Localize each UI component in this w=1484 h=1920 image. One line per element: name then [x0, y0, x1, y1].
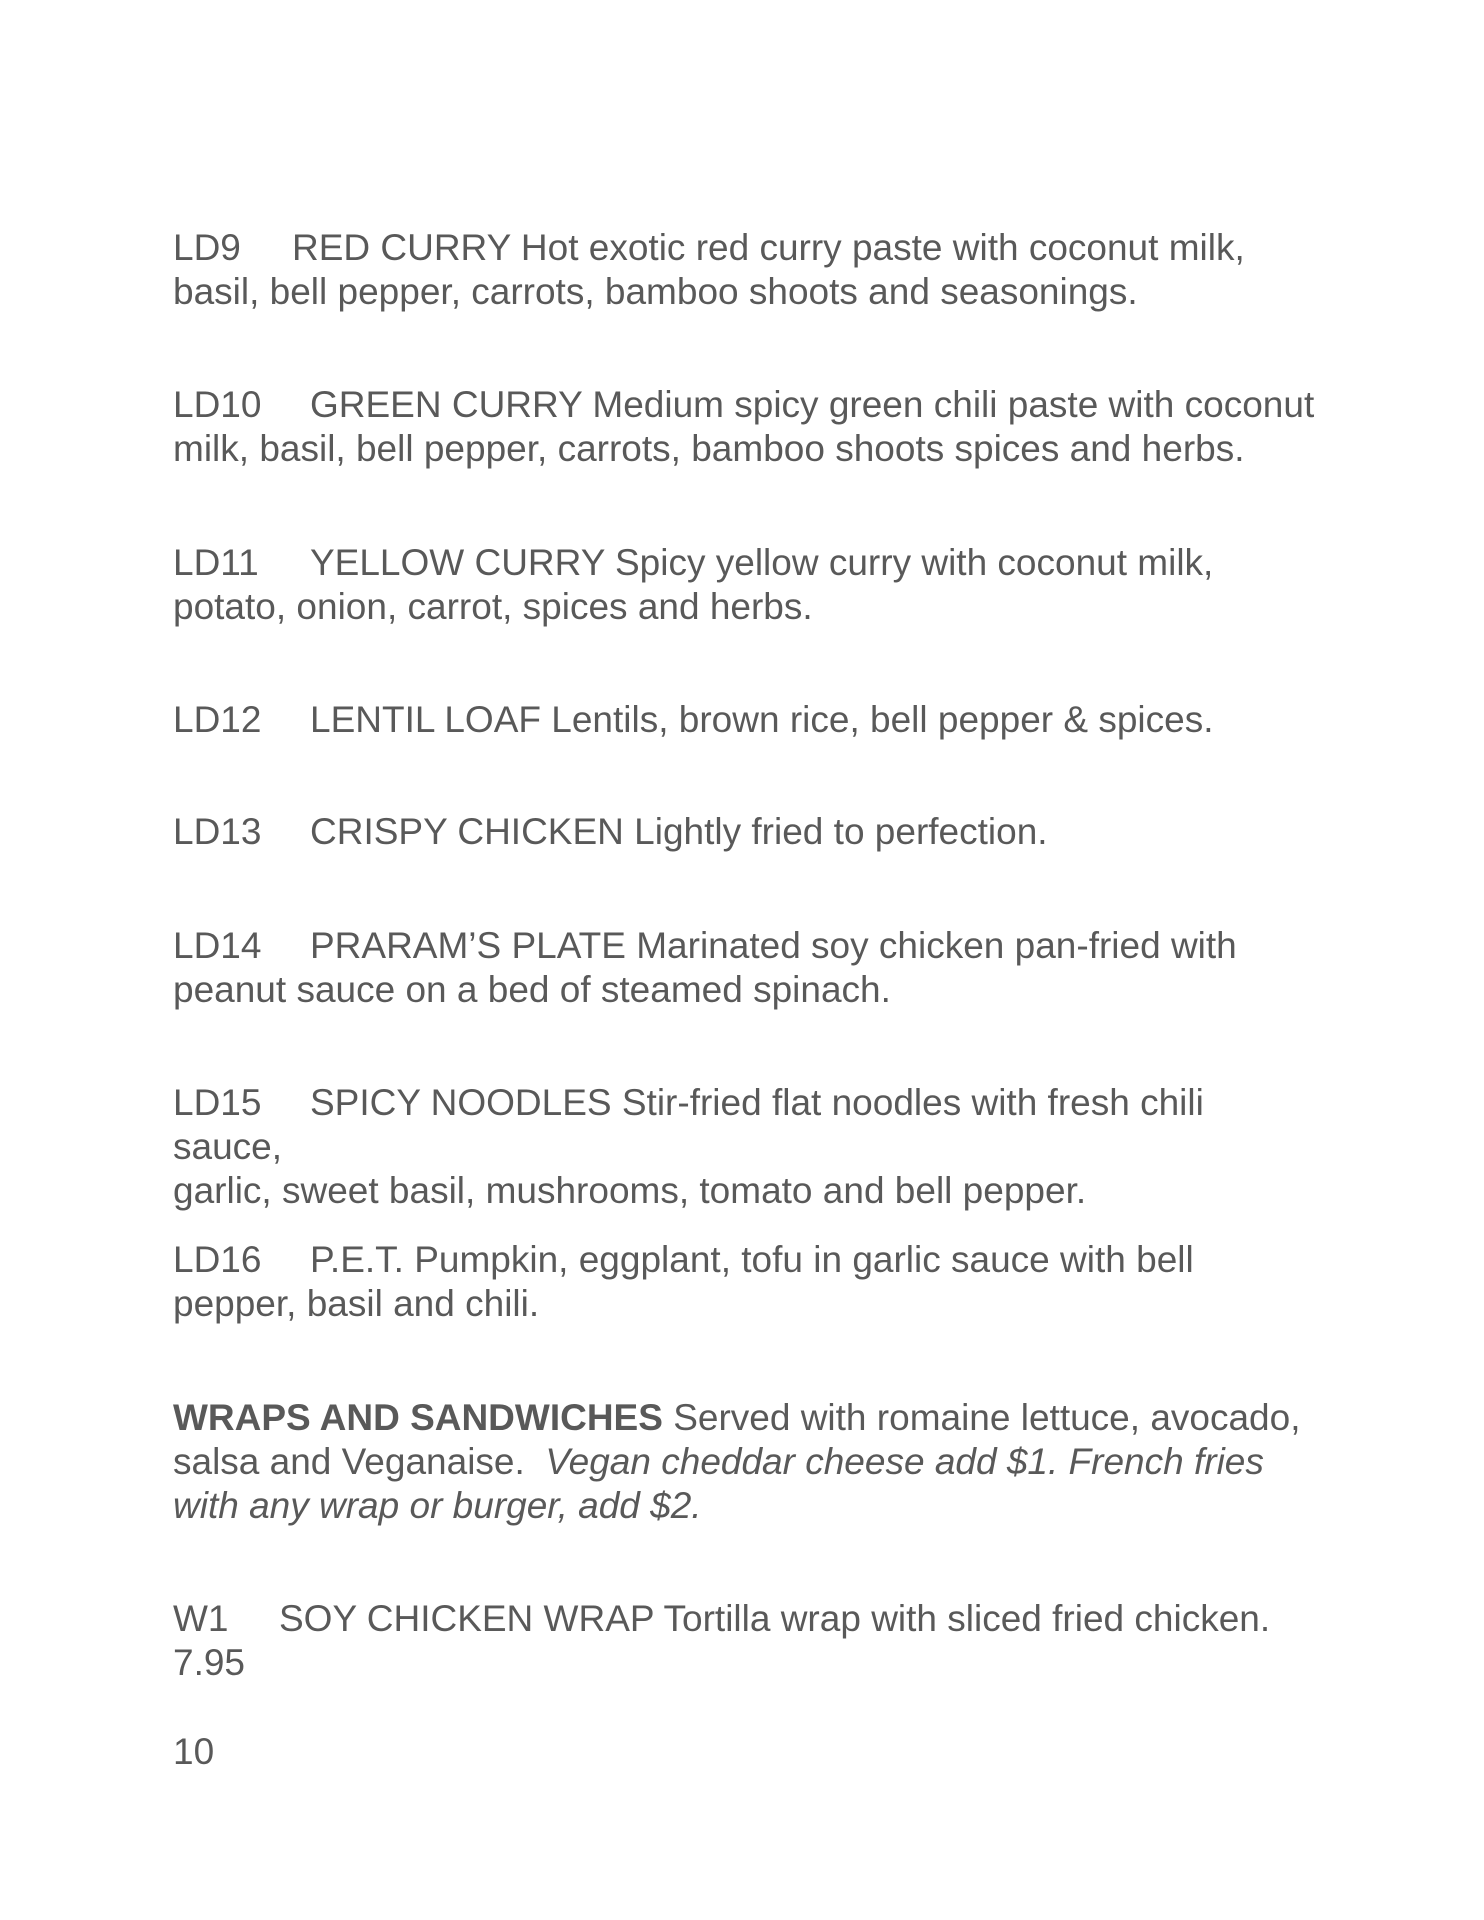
item-name: CRISPY CHICKEN	[310, 811, 624, 852]
menu-item-ld14	[173, 924, 1323, 1012]
item-description: basil, bell pepper, carrots, bamboo shoots and seasonings.	[173, 271, 1138, 312]
menu-item-line	[173, 924, 1323, 968]
menu-item-line	[173, 968, 1323, 1012]
section-title: WRAPS AND SANDWICHES	[173, 1397, 663, 1438]
section-note: with any wrap or burger, add $2.	[173, 1485, 702, 1526]
item-name: LENTIL LOAF	[310, 699, 541, 740]
item-name: YELLOW CURRY	[310, 542, 605, 583]
section-line	[173, 1396, 1323, 1440]
item-name: RED CURRY	[292, 227, 511, 268]
item-description: Stir-fried flat noodles with fresh chili sauce,	[173, 1082, 1204, 1167]
menu-item-line	[173, 427, 1323, 471]
item-description: pepper, basil and chili.	[173, 1283, 540, 1324]
section-line	[173, 1440, 1323, 1484]
menu-item-ld16	[173, 1238, 1323, 1326]
menu-item-ld13	[173, 810, 1323, 854]
item-code: LD13	[173, 811, 262, 852]
page-number: 10	[173, 1731, 215, 1772]
section-note: Vegan cheddar cheese add $1. French fries	[545, 1441, 1264, 1482]
item-name: P.E.T.	[310, 1239, 404, 1280]
menu-item-w1	[173, 1597, 1323, 1685]
menu-item-line	[173, 585, 1323, 629]
item-description: Spicy yellow curry with coconut milk,	[615, 542, 1214, 583]
menu-item-ld12	[173, 698, 1323, 742]
section-description: Served with romaine lettuce, avocado,	[673, 1397, 1301, 1438]
menu-item-line	[173, 1081, 1323, 1169]
item-code: LD16	[173, 1239, 262, 1280]
menu-item-line	[173, 1169, 1323, 1213]
menu-item-line	[173, 698, 1323, 742]
menu-item-line	[173, 383, 1323, 427]
menu-item-ld10	[173, 383, 1323, 471]
item-code: LD11	[173, 542, 259, 583]
item-code: LD14	[173, 925, 262, 966]
section-line	[173, 1484, 1323, 1528]
item-name: PRARAM’S PLATE	[310, 925, 626, 966]
item-description: Medium spicy green chili paste with coconut	[592, 384, 1315, 425]
item-description: Lentils, brown rice, bell pepper & spices.	[551, 699, 1214, 740]
menu-item-line	[173, 1238, 1323, 1282]
item-description: Marinated soy chicken pan-fried with	[636, 925, 1237, 966]
item-description: milk, basil, bell pepper, carrots, bamboo shoots spices and herbs.	[173, 428, 1245, 469]
menu-item-line	[173, 810, 1323, 854]
item-code: LD15	[173, 1082, 262, 1123]
menu-item-line	[173, 226, 1323, 270]
menu-item-line	[173, 1641, 1323, 1685]
menu-item-ld15	[173, 1081, 1323, 1213]
item-code: LD12	[173, 699, 262, 740]
section-description: salsa and Veganaise.	[173, 1441, 525, 1482]
item-description: Tortilla wrap with sliced fried chicken.	[663, 1598, 1271, 1639]
item-price: 7.95	[173, 1642, 246, 1683]
item-description: peanut sauce on a bed of steamed spinach.	[173, 969, 891, 1010]
menu-item-line	[173, 1282, 1323, 1326]
item-code: LD10	[173, 384, 262, 425]
item-description: Pumpkin, eggplant, tofu in garlic sauce with bell	[414, 1239, 1194, 1280]
item-description: Hot exotic red curry paste with coconut milk,	[520, 227, 1245, 268]
item-name: SOY CHICKEN WRAP	[279, 1598, 654, 1639]
item-name: GREEN CURRY	[310, 384, 583, 425]
item-description: Lightly fried to perfection.	[634, 811, 1048, 852]
item-description: garlic, sweet basil, mushrooms, tomato and bell pepper.	[173, 1170, 1087, 1211]
item-description: potato, onion, carrot, spices and herbs.	[173, 586, 813, 627]
item-code: LD9	[173, 227, 241, 268]
item-code: W1	[173, 1598, 229, 1639]
section-wraps-and-sandwiches	[173, 1396, 1323, 1528]
menu-item-line	[173, 1597, 1323, 1641]
menu-item-ld9	[173, 226, 1323, 314]
item-name: SPICY NOODLES	[310, 1082, 612, 1123]
menu-item-line	[173, 541, 1323, 585]
menu-item-line	[173, 270, 1323, 314]
menu-item-ld11	[173, 541, 1323, 629]
